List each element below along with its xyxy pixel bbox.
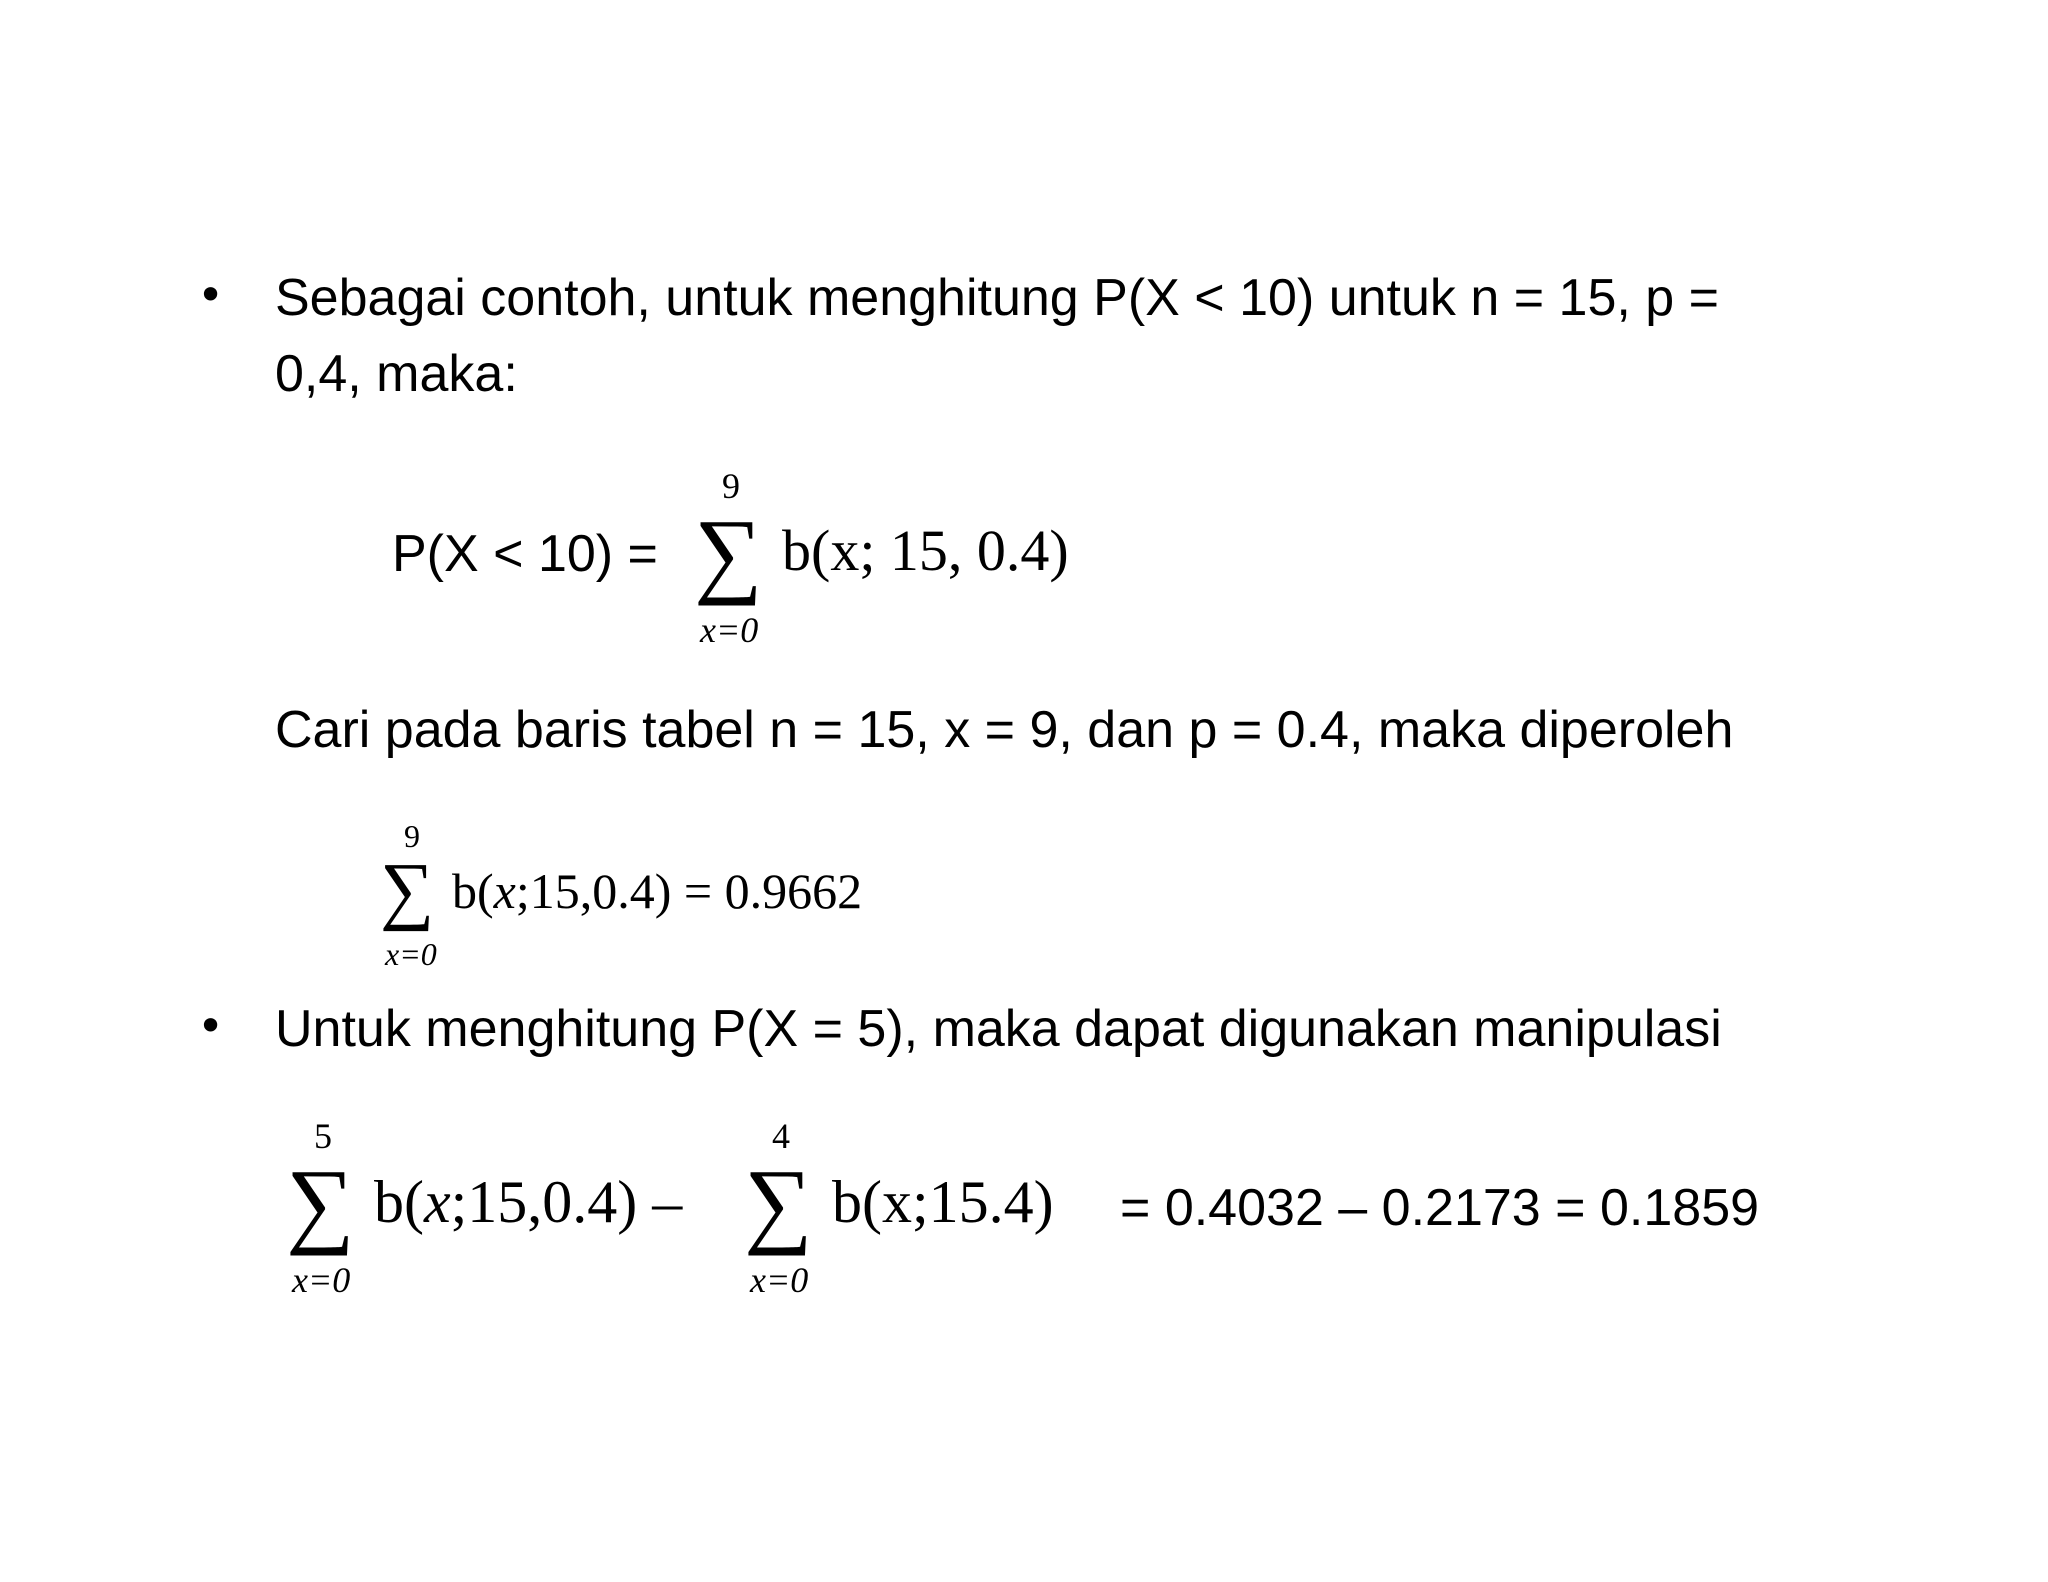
eq1-sigma: ∑ [694, 499, 763, 606]
bullet-dot: • [197, 999, 225, 1053]
eq2-upper-limit: 9 [404, 818, 420, 854]
eq1-expression: b(x; 15, 0.4) [782, 518, 1069, 583]
bullet2-text: Untuk menghitung P(X = 5), maka dapat digunakan manipulasi [275, 1000, 1722, 1058]
eq1-lhs: P(X < 10) = [392, 525, 658, 583]
eq2-rest: ;15,0.4) = 0.9662 [515, 863, 863, 919]
eq1-lower-limit: x=0 [700, 610, 759, 650]
eq2-expression [452, 863, 863, 919]
eq3-term1-b: b( [374, 1169, 424, 1235]
eq3-result: = 0.4032 – 0.2173 = 0.1859 [1120, 1179, 1760, 1237]
eq3-term1-x: x [423, 1169, 451, 1235]
eq3-lower-limit-2: x=0 [750, 1260, 809, 1300]
bullet-dot: • [197, 268, 225, 322]
eq3-sigma-1: ∑ [286, 1149, 355, 1256]
eq3-term-2: b(x;15.4) [832, 1169, 1054, 1235]
eq3-upper-limit-2: 4 [772, 1116, 790, 1156]
eq2-sigma: ∑ [380, 848, 435, 932]
eq3-lower-limit-1: x=0 [292, 1260, 351, 1300]
eq3-term-1 [374, 1169, 683, 1235]
eq1-upper-limit: 9 [722, 466, 740, 506]
eq2-x: x [493, 863, 516, 919]
bullet1-line1: Sebagai contoh, untuk menghitung P(X < 10) untuk n = 15, p = [275, 269, 1720, 327]
bullet1-line2: 0,4, maka: [275, 345, 518, 403]
eq3-sigma-2: ∑ [744, 1149, 813, 1256]
eq2-lower-limit: x=0 [385, 936, 437, 972]
eq3-upper-limit-1: 5 [314, 1116, 332, 1156]
eq3-term1-rest: ;15,0.4) – [450, 1169, 683, 1235]
eq2-b: b( [452, 863, 494, 919]
table-lookup-text: Cari pada baris tabel n = 15, x = 9, dan p = 0.4, maka diperoleh [275, 701, 1734, 759]
